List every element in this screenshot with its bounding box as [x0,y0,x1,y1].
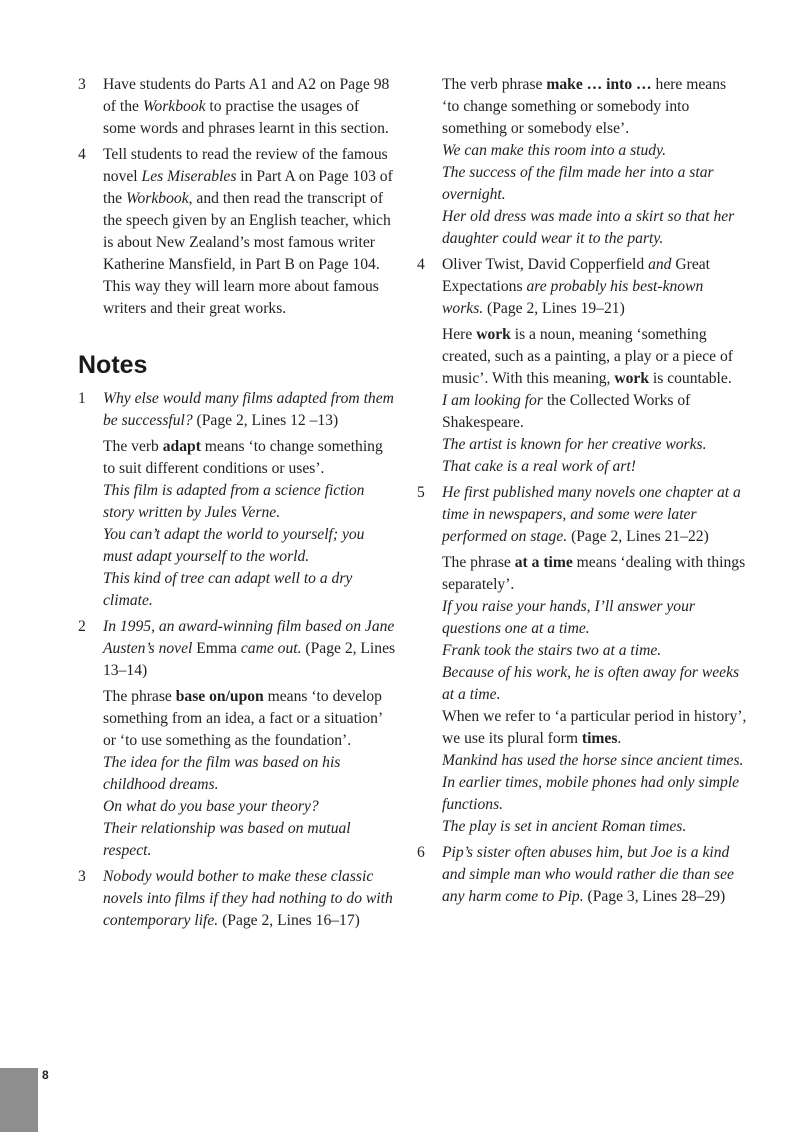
example-sentence: That cake is a real work of art! [442,458,636,475]
note-5-body [417,552,747,838]
text-run: to practise the usages of some words and phrases learnt in this section. [103,98,389,137]
left-column [78,74,396,936]
item-number: 3 [78,76,86,93]
text-run: Why else would many films adapted from them be successful? [103,390,394,429]
page-number: 8 [42,1068,49,1082]
note-number: 1 [78,390,86,407]
example-sentence: You can’t adapt the world to yourself; you must adapt yourself to the world. [103,526,365,565]
text-run: I am looking for [442,392,543,409]
text-run: are probably his best-known works. [442,278,704,317]
text-run: adapt [162,438,201,455]
example-sentence: If you raise your hands, I’ll answer your questions one at a time. [442,598,695,637]
note-number: 6 [417,844,425,861]
item-number: 4 [78,146,86,163]
text-run: The phrase [103,688,176,705]
example-sentence [442,390,747,434]
item-text [103,74,396,140]
note-explanation [103,436,396,480]
text-run: times [581,730,618,747]
example-sentence: The play is set in ancient Roman times. [442,818,687,835]
right-column [417,74,747,912]
text-run: Les Miserables [141,168,237,185]
text-run: Pip’s sister often abuses him, but Joe is a kind and simple man who would rather die than see any harm come to Pip. [442,844,734,905]
note-explanation [442,324,747,390]
instruction-item-3 [78,74,396,140]
text-run: and [644,256,676,273]
text-run: The phrase [442,554,515,571]
note-2-body [78,686,396,862]
example-sentence: Their relationship was based on mutual respect. [103,820,351,859]
note-quote [103,616,396,682]
instruction-item-4 [78,144,396,320]
text-run: means ‘to change something to suit different conditions or uses’. [103,438,383,477]
example-sentence: This film is adapted from a science fiction story written by Jules Verne. [103,482,365,521]
text-run: the Collected Works of Shakespeare. [442,392,691,431]
text-run: Nobody would bother to make these classic novels into films if they had nothing to do with contemporary life. [103,868,393,929]
text-run: means ‘to develop something from an idea, a fact or a situation’ or ‘to use something as the foundation’. [103,688,383,749]
text-run: at a time [514,554,573,571]
text-run: Great Expectations [442,256,710,295]
text-run: work [614,370,649,387]
text-run: In 1995, an award-winning film based on Jane Austen’s novel [103,618,395,657]
text-run: He first published many novels one chapter at a time in newspapers, and some were later performed on stage. [442,484,741,545]
note-2 [78,616,396,682]
text-run: Here [442,326,477,343]
note-4 [417,254,747,320]
note-quote [442,482,747,548]
note-explanation [442,552,747,596]
note-explanation [442,74,747,140]
note-number: 4 [417,256,425,273]
note-quote [442,254,747,320]
notes-heading: Notes [78,351,148,379]
note-explanation [103,686,396,752]
note-quote [442,842,747,908]
text-run: (Page 2, Lines 19–21) [483,300,625,317]
text-run: Workbook [125,190,189,207]
note-number: 5 [417,484,425,501]
note-5 [417,482,747,548]
note-3-body [417,74,747,250]
example-sentence: On what do you base your theory? [103,798,319,815]
note-1-body [78,436,396,612]
example-sentence: Her old dress was made into a skirt so that her daughter could wear it to the party. [442,208,735,247]
note-3 [78,866,396,932]
page-tab [0,1068,38,1132]
note-4-body [417,324,747,478]
example-sentence: We can make this room into a study. [442,142,667,159]
example-sentence: Frank took the stairs two at a time. [442,642,662,659]
note-quote [103,388,396,432]
item-text [103,144,396,320]
text-run: (Page 3, Lines 28–29) [583,888,726,905]
text-run: base on/upon [175,688,264,705]
example-sentence: This kind of tree can adapt well to a dry climate. [103,570,353,609]
example-sentence: The idea for the film was based on his childhood dreams. [103,754,341,793]
text-run: Have students do Parts A1 and A2 on Page 98 of the [103,76,390,115]
text-run: (Page 2, Lines 21–22) [567,528,709,545]
example-sentence: Mankind has used the horse since ancient times. [442,752,744,769]
note-quote [103,866,396,932]
text-run: means ‘dealing with things separately’. [442,554,746,593]
text-run: Workbook [142,98,206,115]
note-explanation [442,706,747,750]
text-run: Oliver Twist, David Copperfield [442,256,645,273]
text-run: came out. [236,640,302,657]
text-run: here means ‘to change something or somebody into something or somebody else’. [442,76,727,137]
text-run: in Part A on Page 103 of the [103,168,393,207]
example-sentence: In earlier times, mobile phones had only simple functions. [442,774,740,813]
text-run: (Page 2, Lines 12 –13) [192,412,339,429]
text-run: The verb phrase [442,76,547,93]
note-number: 2 [78,618,86,635]
example-sentence: The success of the film made her into a star overnight. [442,164,714,203]
note-number: 3 [78,868,86,885]
text-run: When we refer to ‘a particular period in history’, we use its plural form [442,708,747,747]
text-run: is a noun, meaning ‘something created, such as a painting, a play or a piece of music’. With this meaning, [442,326,733,387]
note-6 [417,842,747,908]
text-run: (Page 2, Lines 13–14) [103,640,396,679]
text-run: , and then read the transcript of the speech given by an English teacher, which is about New Zealand’s most famous writer Katherine Mansfield, in Part B on Page 104. This way they will learn more about famous writers and their great works. [103,190,391,317]
text-run: is countable. [649,370,732,387]
example-sentence: The artist is known for her creative works. [442,436,707,453]
text-run: make … into … [546,76,652,93]
text-run: (Page 2, Lines 16–17) [218,912,360,929]
text-run: Emma [196,640,237,657]
text-run: work [476,326,511,343]
text-run: Tell students to read the review of the famous novel [103,146,388,185]
note-1 [78,388,396,432]
text-run: The verb [103,438,163,455]
example-sentence: Because of his work, he is often away for weeks at a time. [442,664,740,703]
text-run: . [617,730,622,747]
